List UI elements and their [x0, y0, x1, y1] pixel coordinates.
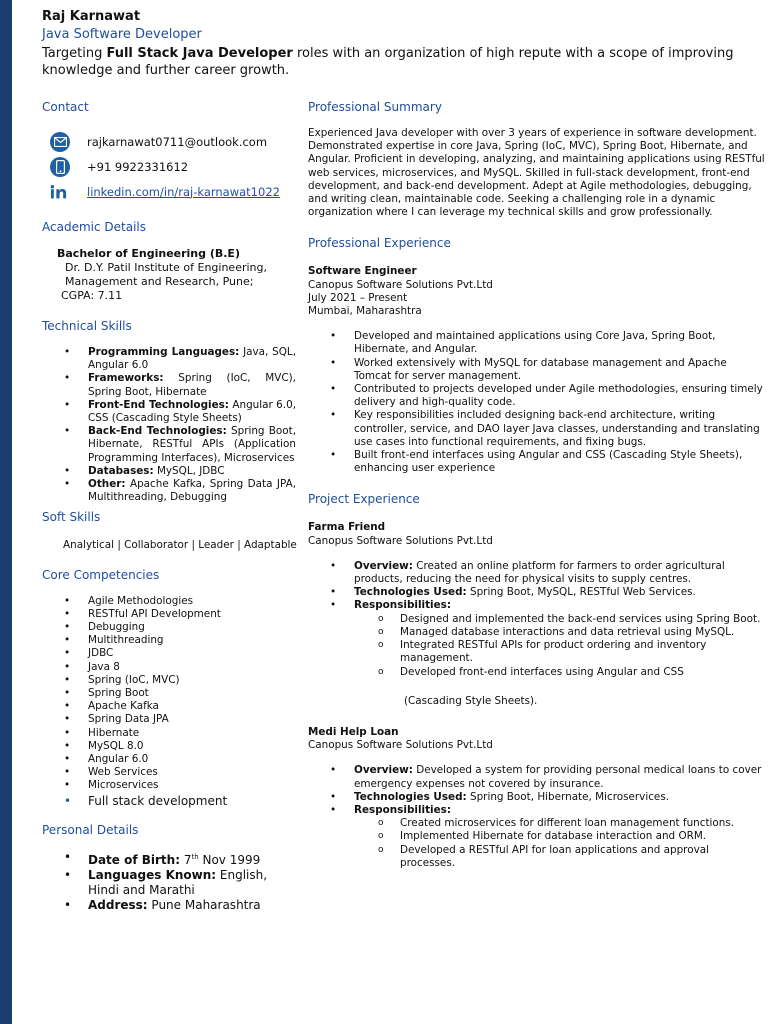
academic-block — [57, 247, 300, 303]
contact-heading: Contact — [42, 100, 89, 114]
candidate-name: Raj Karnawat — [42, 9, 141, 24]
email-icon — [50, 132, 70, 152]
list-item: o Implemented Hibernate for database interaction and ORM. — [308, 830, 766, 843]
candidate-role: Java Software Developer — [42, 27, 202, 42]
job-location: Mumbai, Maharashtra — [308, 305, 422, 318]
list-item — [42, 850, 300, 868]
contact-email[interactable]: rajkarnawat0711@outlook.com — [87, 134, 268, 149]
list-item: • Multithreading — [42, 634, 300, 647]
list-item: • RESTful API Development — [42, 608, 300, 621]
list-item — [42, 868, 300, 898]
address-value: Pune Maharashtra — [147, 897, 261, 912]
list-item: o Developed front-end interfaces using Angular and CSS — [308, 666, 766, 679]
contact-phone[interactable]: +91 9922331612 — [87, 159, 189, 174]
professional-summary-heading: Professional Summary — [308, 100, 442, 114]
project-experience-heading: Project Experience — [308, 492, 420, 507]
responsibilities-label: Responsibilities: — [354, 803, 451, 816]
academic-heading: Academic Details — [42, 220, 146, 234]
skill-value: MySQL, JDBC — [153, 464, 225, 477]
technical-skills-heading: Technical Skills — [42, 319, 132, 333]
project-medi-help-loan — [308, 726, 766, 752]
skill-value: Spring Boot, Hibernate, RESTful APIs (Application Programming Interfaces), Microservices — [88, 425, 297, 464]
list-item: • Full stack development — [42, 793, 300, 809]
resume-header — [42, 8, 742, 79]
list-item — [42, 478, 296, 504]
professional-experience-heading: Professional Experience — [308, 236, 451, 251]
technologies-text: Spring Boot, Hibernate, Microservices. — [466, 790, 670, 803]
personal-details-list — [42, 850, 300, 913]
list-item: • Spring (IoC, MVC) — [42, 674, 300, 687]
project-details — [308, 560, 766, 613]
list-item — [42, 346, 296, 372]
responsibilities-label: Responsibilities: — [354, 599, 451, 612]
skill-value: Java, SQL, Angular 6.0 — [88, 346, 296, 372]
list-item: • Angular 6.0 — [42, 753, 300, 766]
list-item — [42, 372, 296, 398]
overview-text: Created an online platform for farmers to order agricultural products, reducing the need for physical visits to supply centres. — [354, 559, 725, 586]
contact-linkedin-row — [50, 179, 300, 204]
list-item — [308, 791, 766, 804]
linkedin-icon — [50, 182, 70, 202]
technologies-text: Spring Boot, MySQL, RESTful Web Services. — [466, 586, 696, 599]
list-item: • Contributed to projects developed under Agile methodologies, ensuring timely delivery and high-quality code. — [308, 383, 766, 409]
languages-value: English, Hindi and Marathi — [88, 867, 268, 897]
left-column — [42, 99, 300, 913]
list-item: • JDBC — [42, 647, 300, 660]
list-item: • Hibernate — [42, 727, 300, 740]
linkedin-link[interactable]: linkedin.com/in/raj-karnawat1022 — [87, 184, 280, 199]
soft-skills-text: Analytical | Collaborator | Leader | Adaptable — [63, 539, 297, 552]
objective-suffix: roles with an organization of high repute with a scope of improving knowledge and further career growth. — [42, 46, 734, 78]
job-dates: July 2021 – Present — [308, 291, 408, 304]
list-item: o Managed database interactions and data retrieval using MySQL. — [308, 626, 766, 639]
institute-line-2: Management and Research, Pune; — [65, 275, 254, 288]
cgpa: CGPA: 7.11 — [61, 289, 123, 302]
dob-label: Date of Birth: — [88, 852, 181, 867]
technologies-label: Technologies Used: — [354, 790, 467, 803]
institute-line-1: Dr. D.Y. Patil Institute of Engineering, — [65, 261, 268, 274]
skill-value: Spring (IoC, MVC), Spring Boot, Hibernate — [88, 372, 296, 398]
list-item: • Developed and maintained applications using Core Java, Spring Boot, Hibernate, and Angular. — [308, 330, 766, 356]
skill-label: Programming Languages: — [88, 346, 240, 358]
experience-entry — [308, 265, 766, 318]
list-item: o Developed a RESTful API for loan applications and approval processes. — [308, 844, 766, 870]
contact-list — [42, 129, 300, 204]
languages-label: Languages Known: — [88, 867, 217, 882]
contact-phone-row — [50, 154, 300, 179]
contact-email-row — [50, 129, 300, 154]
core-competencies-heading: Core Competencies — [42, 567, 160, 582]
dob-day: 7 — [180, 852, 192, 867]
list-item — [308, 560, 766, 586]
responsibilities-list — [308, 817, 766, 870]
core-competencies-list — [42, 595, 300, 809]
list-item: • Debugging — [42, 621, 300, 634]
list-item — [42, 399, 296, 425]
phone-icon — [50, 157, 70, 177]
job-company: Canopus Software Solutions Pvt.Ltd — [308, 278, 493, 291]
dob-rest: Nov 1999 — [198, 852, 261, 867]
list-item: • Key responsibilities included designing back-end architecture, writing controller, service, and DAO layer Java classes, understanding and translating use cases into functional requirements, and fixing bugs. — [308, 409, 766, 449]
job-title: Software Engineer — [308, 265, 417, 278]
list-item: • Java 8 — [42, 661, 300, 674]
dob-suffix: th — [191, 852, 199, 861]
overview-label: Overview: — [354, 559, 413, 572]
list-item — [308, 764, 766, 790]
list-item — [308, 599, 766, 612]
skill-label: Databases: — [88, 464, 154, 477]
project-farma-friend — [308, 521, 766, 547]
list-item: • Worked extensively with MySQL for database management and Apache Tomcat for server management. — [308, 357, 766, 383]
skill-value: Apache Kafka, Spring Data JPA, Multithreading, Debugging — [88, 478, 296, 504]
project-name: Farma Friend — [308, 521, 386, 534]
objective-prefix: Targeting — [42, 46, 107, 61]
right-column — [308, 99, 766, 870]
skill-label: Other: — [88, 478, 126, 491]
list-item: • Apache Kafka — [42, 700, 300, 713]
list-item: • Web Services — [42, 766, 300, 779]
list-item: • Spring Data JPA — [42, 713, 300, 726]
list-item: • MySQL 8.0 — [42, 740, 300, 753]
list-item: • Spring Boot — [42, 687, 300, 700]
project-details — [308, 764, 766, 817]
project-name: Medi Help Loan — [308, 725, 399, 738]
degree: Bachelor of Engineering (B.E) — [57, 247, 240, 260]
skill-label: Back-End Technologies: — [88, 425, 227, 438]
address-label: Address: — [88, 897, 148, 912]
list-item — [42, 465, 296, 478]
skill-label: Front-End Technologies: — [88, 398, 229, 411]
list-item — [42, 898, 300, 913]
personal-details-heading: Personal Details — [42, 822, 139, 837]
skill-value: Angular 6.0, CSS (Cascading Style Sheets) — [88, 398, 297, 425]
responsibility-continuation: (Cascading Style Sheets). — [404, 694, 538, 707]
skill-label: Frameworks: — [88, 372, 164, 385]
soft-skills-heading: Soft Skills — [42, 510, 101, 525]
technical-skills-list — [42, 346, 300, 504]
list-item: • Built front-end interfaces using Angular and CSS (Cascading Style Sheets), enhancing user experience — [308, 449, 766, 475]
list-item — [308, 586, 766, 599]
professional-summary-text: Experienced Java developer with over 3 years of experience in software development. Demonstrated expertise in core Java, Spring (IoC, MVC), Spring Boot, Hibernate, and Angular. Proficient in developing, analyzing, and maintaining applications using RESTful web services, microservices, and MySQL. Skilled in full-stack development, front-end development, and back-end development. Adept at Agile methodologies, debugging, and writing clean, maintainable code. Seeking a challenging role in a dynamic organization where I can leverage my technical skills and grow professionally. — [308, 127, 765, 219]
project-company: Canopus Software Solutions Pvt.Ltd — [308, 739, 493, 752]
objective-target-role: Full Stack Java Developer — [106, 46, 293, 61]
list-item — [42, 425, 296, 465]
experience-bullets — [308, 330, 766, 475]
list-item: o Designed and implemented the back-end services using Spring Boot. — [308, 613, 766, 626]
list-item: o Integrated RESTful APIs for product ordering and inventory management. — [308, 639, 766, 665]
overview-label: Overview: — [354, 764, 413, 777]
responsibilities-list — [308, 613, 766, 679]
career-objective — [42, 45, 742, 79]
list-item — [308, 804, 766, 817]
left-accent-bar — [0, 0, 12, 1024]
list-item: • Agile Methodologies — [42, 595, 300, 608]
project-company: Canopus Software Solutions Pvt.Ltd — [308, 534, 493, 547]
list-item: • Microservices — [42, 779, 300, 792]
list-item: o Created microservices for different loan management functions. — [308, 817, 766, 830]
technologies-label: Technologies Used: — [354, 586, 467, 599]
overview-text: Developed a system for providing personal medical loans to cover emergency expenses not covered by insurance. — [354, 764, 762, 790]
